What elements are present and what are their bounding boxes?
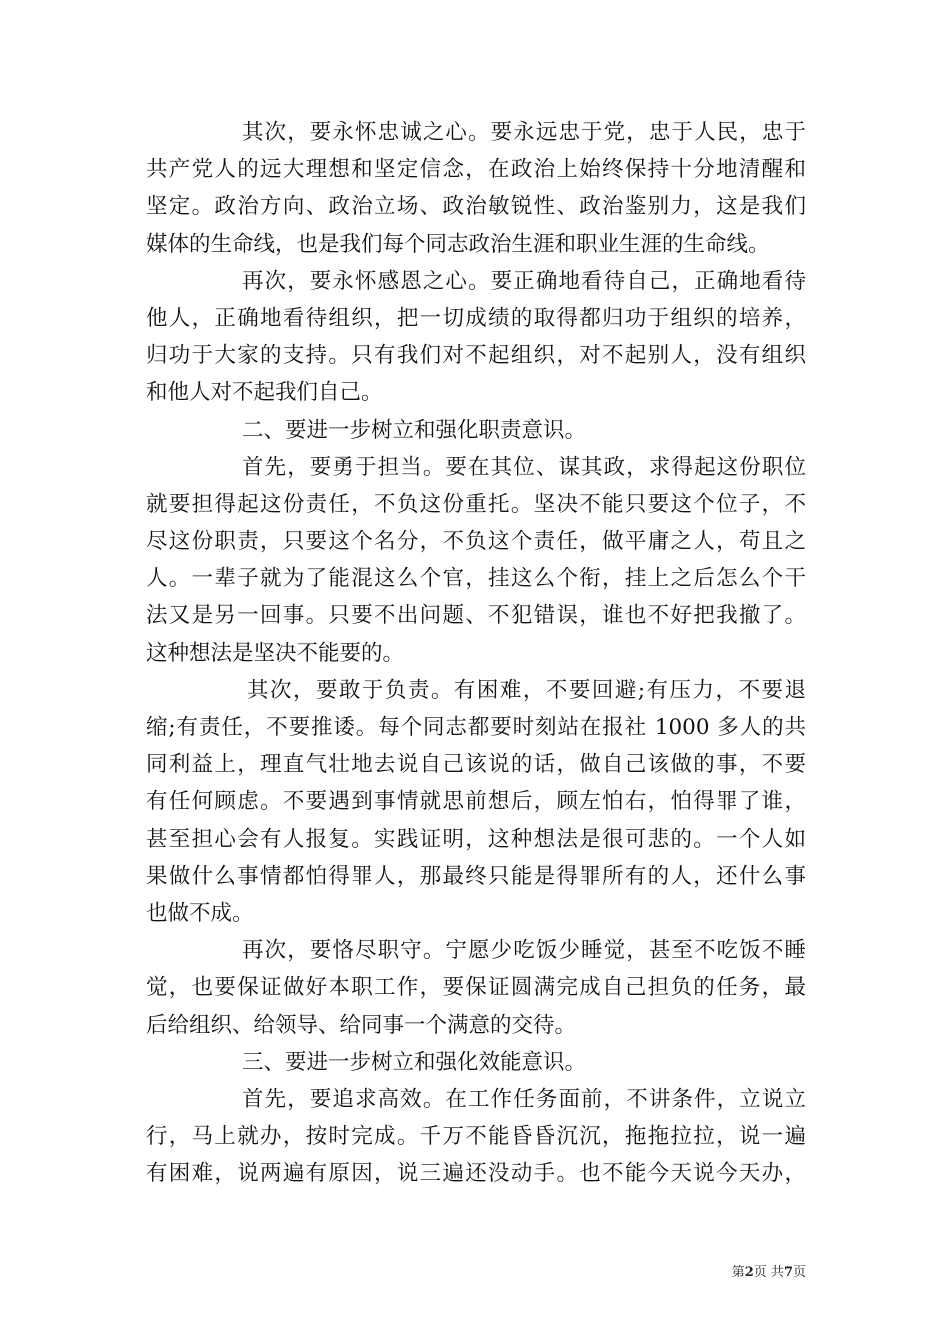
text-line: 果做什么事情都怕得罪人，那最终只能是得罪所有的人，还什么事: [146, 863, 806, 889]
text-line: 三、要进一步树立和强化效能意识。: [242, 1049, 587, 1075]
body-text: [146, 114, 806, 1192]
footer-prefix: 第: [731, 1265, 745, 1280]
text-line: 二、要进一步树立和强化职责意识。: [242, 417, 587, 443]
text-line: 法又是另一回事。只要不出问题、不犯错误，谁也不好把我撤了。: [146, 603, 806, 629]
text-line: 后给组织、给领导、给同事一个满意的交待。: [146, 1012, 577, 1038]
text-line: 坚定。政治方向、政治立场、政治敏锐性、政治鉴别力，这是我们: [146, 194, 806, 220]
text-line: 这种想法是坚决不能要的。: [146, 640, 405, 666]
current-page-number: 2: [744, 1265, 754, 1280]
text-line: 有困难，说两遍有原因，说三遍还没动手。也不能今天说今天办，: [146, 1161, 806, 1187]
text-line: 共产党人的远大理想和坚定信念，在政治上始终保持十分地清醒和: [146, 157, 806, 183]
total-pages-number: 7: [783, 1265, 793, 1280]
page-footer: [732, 1261, 806, 1280]
text-line: 甚至担心会有人报复。实践证明，这种想法是很可悲的。一个人如: [146, 826, 806, 852]
text-line: 首先，要追求高效。在工作任务面前，不讲条件，立说立: [242, 1086, 806, 1112]
footer-suffix: 页: [792, 1265, 806, 1280]
text-line: 他人，正确地看待组织，把一切成绩的取得都归功于组织的培养，: [146, 305, 806, 331]
text-line: 再次，要恪尽职守。宁愿少吃饭少睡觉，甚至不吃饭不睡: [242, 938, 806, 964]
text-line: 觉，也要保证做好本职工作，要保证圆满完成自己担负的任务，最: [146, 975, 806, 1001]
text-line: 再次，要永怀感恩之心。要正确地看待自己，正确地看待: [242, 268, 806, 294]
text-line: 其次，要永怀忠诚之心。要永远忠于党，忠于人民，忠于: [242, 120, 806, 145]
text-line: 有任何顾虑。不要遇到事情就思前想后，顾左怕右，怕得罪了谁，: [146, 789, 806, 815]
text-line: 同利益上，理直气壮地去说自己该说的话，做自己该做的事，不要: [146, 752, 806, 778]
text-line: 归功于大家的支持。只有我们对不起组织，对不起别人，没有组织: [146, 343, 806, 369]
text-line: 人。一辈子就为了能混这么个官，挂这么个衔，挂上之后怎么个干: [146, 566, 806, 592]
footer-middle: 页 共: [753, 1265, 784, 1280]
text-line: 媒体的生命线，也是我们每个同志政治生涯和职业生涯的生命线。: [146, 231, 770, 257]
text-line: 首先，要勇于担当。要在其位、谋其政，求得起这份职位: [242, 454, 806, 480]
text-line: 其次，要敢于负责。有困难，不要回避;有压力，不要退: [247, 677, 806, 703]
text-line: 行，马上就办，按时完成。千万不能昏昏沉沉，拖拖拉拉，说一遍: [146, 1124, 806, 1150]
text-line: 就要担得起这份责任，不负这份重托。坚决不能只要这个位子，不: [146, 491, 806, 517]
text-line: 尽这份职责，只要这个名分，不负这个责任，做平庸之人，苟且之: [146, 529, 806, 555]
text-line: 也做不成。: [146, 900, 254, 926]
text-line: 和他人对不起我们自己。: [146, 380, 383, 406]
text-line: 缩;有责任，不要推诿。每个同志都要时刻站在报社 1000 多人的共: [146, 715, 806, 740]
